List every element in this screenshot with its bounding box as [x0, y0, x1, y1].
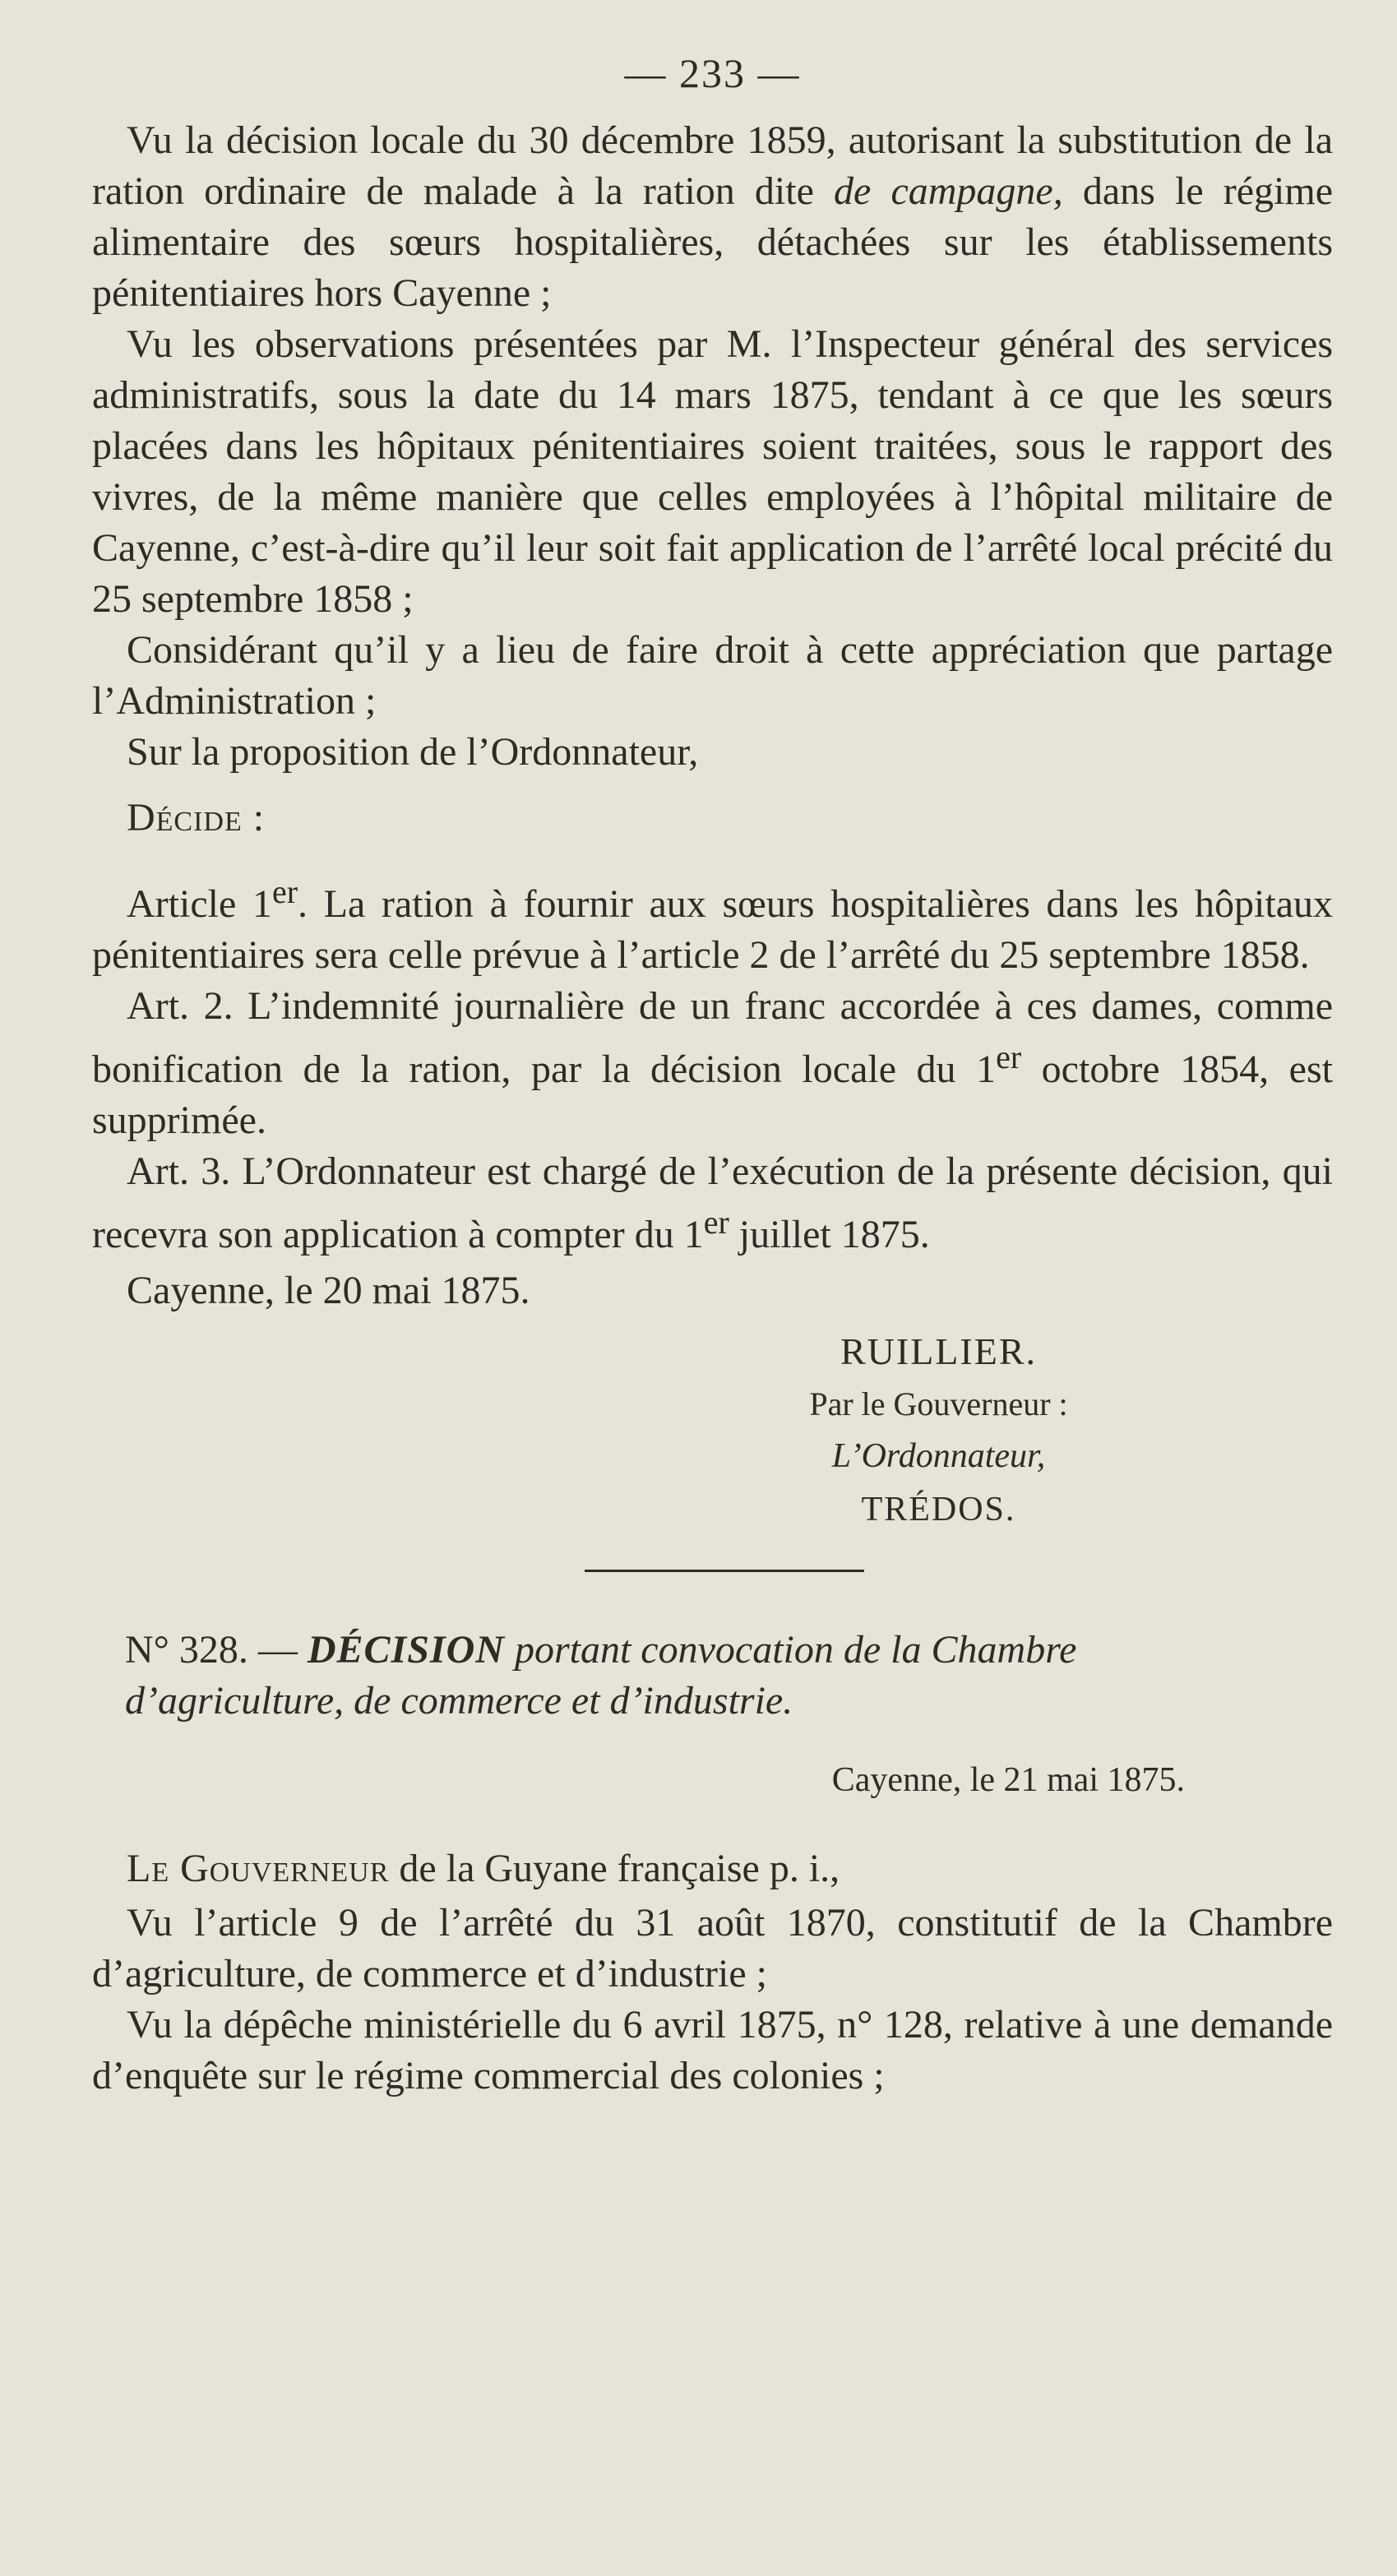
article-1-sup: er	[271, 873, 298, 910]
place-date-2: Cayenne, le 21 mai 1875.	[831, 1761, 1185, 1799]
page-number: — 233 —	[624, 50, 801, 96]
article-2-text-a: Art. 2. L’indemnité journalière de un franc accordée à ces dames, comme bonification de la ration, par la décision locale du 1	[92, 984, 1333, 1091]
decision-keyword: DÉCISION	[307, 1628, 505, 1672]
article-2-sup: er	[996, 1038, 1022, 1075]
article-3-text-b: juillet 1875.	[729, 1213, 930, 1256]
article-2	[92, 981, 1333, 1146]
paragraph-vu-2: Vu les observations présentées par M. l’Inspecteur général des services administratifs, sous la date du 14 mars 1875, tendant à ce que les sœurs placées dans les hôpitaux pénitentiaires soient traitées, sous le rapport des vivres, de la même manière que celles employées à l’hôpital militaire de Cayenne, c’est-à-dire qu’il leur soit fait application de l’arrêté local précité du 25 septembre 1858 ;	[92, 322, 1333, 621]
governor-prefix: Le Gouverneur	[127, 1847, 390, 1890]
vu-1-text-a: Vu la décision locale du 30 décembre 1859, autorisant la substitution de la ration ordinaire de malade à la ration dite	[92, 118, 1333, 213]
vu-1-text-b: dans le régime alimentaire des sœurs hospitalières, détachées sur les établissements pénitentiaires hors Cayenne ;	[92, 169, 1334, 315]
decision-title: portant convocation de la Chambre d’agriculture, de commerce et d’industrie.	[125, 1628, 1077, 1723]
article-3-text-a: Art. 3. L’Ordonnateur est chargé de l’exécution de la présente décision, qui recevra son application à compter du 1	[92, 1149, 1333, 1256]
ordonnateur-name: TRÉDOS.	[861, 1491, 1016, 1528]
by-governor-line: Par le Gouverneur :	[809, 1385, 1068, 1422]
paragraph-vu-4: Vu la dépêche ministérielle du 6 avril 1875, n° 128, relative à une demande d’enquête sur le régime commercial des colonies ;	[92, 2003, 1333, 2097]
article-3-sup: er	[703, 1204, 729, 1241]
decision-section-1	[92, 115, 1333, 1537]
paragraph-vu-3: Vu l’article 9 de l’arrêté du 31 août 1870, constitutif de la Chambre d’agriculture, de commerce et d’industrie ;	[92, 1901, 1333, 1996]
decision-number: N° 328. —	[125, 1628, 308, 1672]
paragraph-considerant: Considérant qu’il y a lieu de faire droit à cette appréciation que partage l’Administration ;	[92, 628, 1333, 723]
decision-section-2	[92, 1625, 1333, 2102]
article-2-text-b: octobre 1854, est supprimée.	[92, 1048, 1333, 1142]
paragraph-vu-1	[92, 115, 1333, 319]
governor-rest: de la Guyane française p. i.,	[389, 1847, 840, 1890]
decide-heading: Décide :	[127, 796, 266, 839]
governor-line	[92, 1843, 1333, 1894]
article-1-label: Article 1	[127, 882, 272, 926]
article-1	[92, 867, 1333, 981]
signatory-name: RUILLIER.	[840, 1330, 1037, 1372]
ordonnateur-title: L’Ordonnateur,	[831, 1437, 1046, 1475]
paragraph-proposition: Sur la proposition de l’Ordonnateur,	[127, 730, 699, 774]
decision-328-heading	[92, 1625, 1333, 1727]
vu-1-italic: de campagne,	[834, 169, 1063, 213]
place-date-1: Cayenne, le 20 mai 1875.	[127, 1269, 530, 1312]
article-3	[92, 1146, 1333, 1260]
article-1-text: . La ration à fournir aux sœurs hospitalières dans les hôpitaux pénitentiaires sera celle prévue à l’article 2 de l’arrêté du 25 septembre 1858.	[92, 882, 1334, 977]
signature-block	[92, 1325, 1333, 1537]
section-divider	[585, 1570, 864, 1572]
